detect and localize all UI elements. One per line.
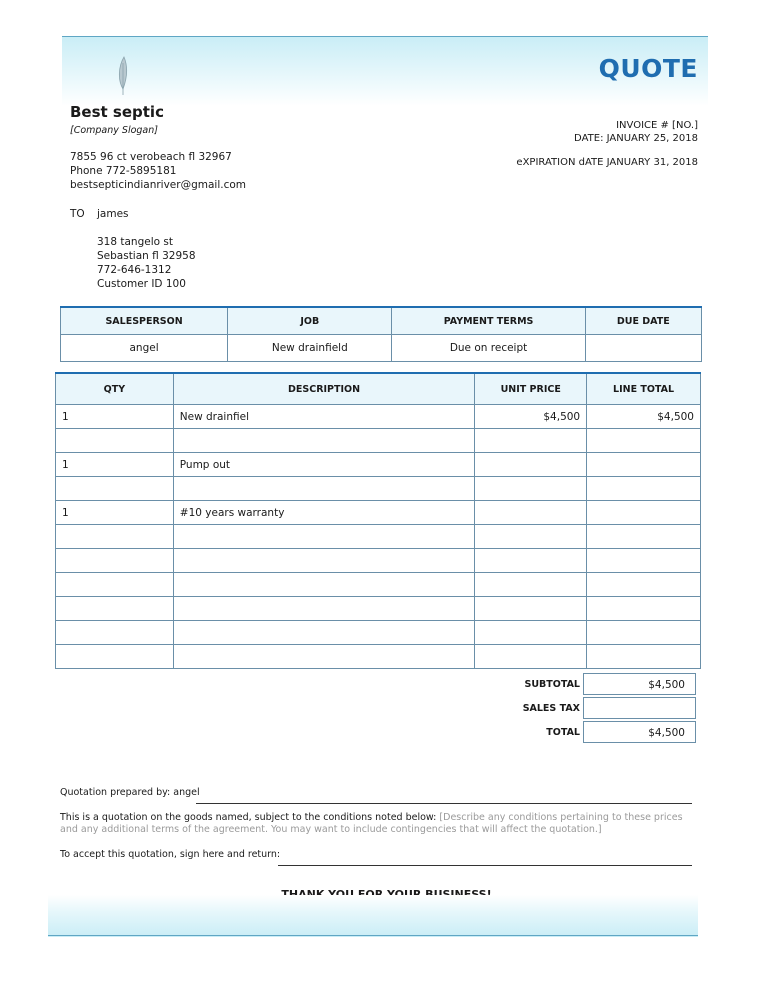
totals-block	[470, 673, 698, 745]
line-total-cell	[587, 429, 701, 453]
feather-logo-icon	[114, 55, 134, 97]
line-total-cell	[587, 525, 701, 549]
footer-band	[48, 895, 698, 937]
line-total-cell	[587, 573, 701, 597]
description-cell: Pump out	[173, 453, 474, 477]
customer-id: Customer ID 100	[97, 278, 186, 290]
sales-tax-value	[583, 697, 696, 719]
unit-price-cell	[475, 453, 587, 477]
signature-line	[278, 865, 692, 866]
subtotal-row	[470, 673, 698, 697]
payment-terms-header: PAYMENT TERMS	[392, 307, 585, 335]
line-total-cell	[587, 501, 701, 525]
prepared-by: Quotation prepared by: angel	[60, 787, 200, 798]
table-row	[56, 645, 701, 669]
qty-cell	[56, 429, 174, 453]
qty-header: QTY	[56, 373, 174, 405]
payment-terms-value: Due on receipt	[392, 335, 585, 362]
customer-name: james	[97, 208, 129, 220]
qty-cell	[56, 525, 174, 549]
unit-price-cell	[475, 525, 587, 549]
description-cell	[173, 645, 474, 669]
line-total-cell	[587, 549, 701, 573]
unit-price-cell	[475, 621, 587, 645]
line-items-body	[56, 405, 701, 669]
sales-info-table	[60, 306, 702, 362]
company-email: bestsepticindianriver@gmail.com	[70, 179, 247, 191]
salesperson-value: angel	[61, 335, 228, 362]
due-date-header: DUE DATE	[585, 307, 701, 335]
expiration-date: eXPIRATION dATE JANUARY 31, 2018	[516, 157, 698, 168]
due-date-value	[585, 335, 701, 362]
prepared-by-line	[196, 803, 692, 804]
qty-cell	[56, 549, 174, 573]
qty-cell	[56, 573, 174, 597]
description-cell	[173, 621, 474, 645]
company-name: Best septic	[70, 103, 164, 121]
line-total-cell	[587, 477, 701, 501]
description-cell	[173, 429, 474, 453]
table-row	[56, 405, 701, 429]
qty-cell: 1	[56, 405, 174, 429]
header-rule	[62, 36, 708, 37]
unit-price-cell	[475, 429, 587, 453]
table-row	[56, 621, 701, 645]
table-row	[56, 477, 701, 501]
customer-phone: 772-646-1312	[97, 264, 172, 276]
invoice-number: INVOICE # [NO.]	[616, 120, 698, 131]
conditions-statement: This is a quotation on the goods named, subject to the conditions noted below:	[60, 812, 437, 823]
line-total-cell: $4,500	[587, 405, 701, 429]
unit-price-cell	[475, 549, 587, 573]
company-phone: Phone 772-5895181	[70, 165, 177, 177]
total-value: $4,500	[583, 721, 696, 743]
description-cell	[173, 549, 474, 573]
accept-instruction: To accept this quotation, sign here and return:	[60, 849, 281, 860]
description-cell	[173, 573, 474, 597]
line-total-cell	[587, 453, 701, 477]
line-items-table	[55, 372, 701, 669]
unit-price-cell	[475, 645, 587, 669]
description-header: DESCRIPTION	[173, 373, 474, 405]
description-cell: #10 years warranty	[173, 501, 474, 525]
unit-price-header: UNIT PRICE	[475, 373, 587, 405]
description-cell: New drainfiel	[173, 405, 474, 429]
qty-cell: 1	[56, 501, 174, 525]
qty-cell	[56, 477, 174, 501]
conditions-hint: [Describe any conditions pertaining to these prices and any additional terms of the agreement. You may want to include contingencies that will affect the quotation.]	[60, 812, 683, 835]
salesperson-header: SALESPERSON	[61, 307, 228, 335]
to-label: TO	[70, 208, 85, 220]
customer-street: 318 tangelo st	[97, 236, 173, 248]
footer-rule	[48, 935, 698, 936]
table-row	[56, 597, 701, 621]
unit-price-cell	[475, 477, 587, 501]
job-header: JOB	[228, 307, 392, 335]
line-total-cell	[587, 597, 701, 621]
unit-price-cell	[475, 501, 587, 525]
unit-price-cell: $4,500	[475, 405, 587, 429]
table-row	[56, 573, 701, 597]
unit-price-cell	[475, 573, 587, 597]
conditions-text	[60, 812, 690, 836]
description-cell	[173, 597, 474, 621]
total-row	[470, 721, 698, 745]
table-row	[56, 525, 701, 549]
customer-city: Sebastian fl 32958	[97, 250, 196, 262]
subtotal-value: $4,500	[583, 673, 696, 695]
document-title: QUOTE	[598, 54, 698, 83]
total-label: TOTAL	[546, 727, 580, 738]
company-address: 7855 96 ct verobeach fl 32967	[70, 151, 232, 163]
line-total-cell	[587, 621, 701, 645]
table-row	[56, 429, 701, 453]
description-cell	[173, 525, 474, 549]
table-row	[56, 501, 701, 525]
table-row	[56, 453, 701, 477]
description-cell	[173, 477, 474, 501]
job-value: New drainfield	[228, 335, 392, 362]
sales-tax-label: SALES TAX	[522, 703, 580, 714]
quote-date: DATE: JANUARY 25, 2018	[574, 133, 698, 144]
company-slogan: [Company Slogan]	[70, 125, 158, 136]
qty-cell	[56, 645, 174, 669]
qty-cell	[56, 621, 174, 645]
sales-tax-row	[470, 697, 698, 721]
qty-cell	[56, 597, 174, 621]
qty-cell: 1	[56, 453, 174, 477]
subtotal-label: SUBTOTAL	[524, 679, 580, 690]
line-total-header: LINE TOTAL	[587, 373, 701, 405]
line-total-cell	[587, 645, 701, 669]
table-row	[56, 549, 701, 573]
unit-price-cell	[475, 597, 587, 621]
